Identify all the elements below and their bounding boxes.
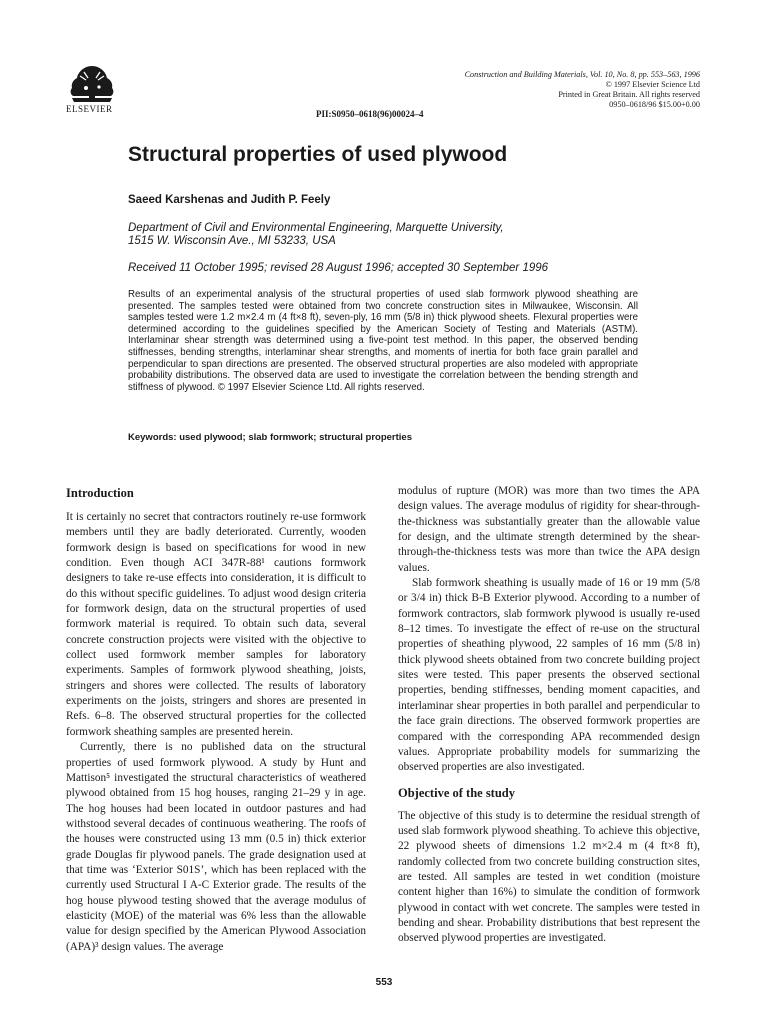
article-title: Structural properties of used plywood (128, 143, 508, 166)
received-dates: Received 11 October 1995; revised 28 August 1996; accepted 30 September 1996 (128, 262, 549, 274)
rights-line: Printed in Great Britain. All rights reserved (558, 90, 700, 99)
page-number: 553 (375, 977, 393, 988)
keywords: Keywords: used plywood; slab formwork; structural properties (128, 432, 412, 443)
elsevier-logo-icon (66, 62, 118, 104)
affiliation-line: Department of Civil and Environmental Engineering, Marquette University, (128, 222, 504, 234)
copyright-line: © 1997 Elsevier Science Ltd (605, 80, 700, 89)
abstract: Results of an experimental analysis of the structural properties of used slab formwork plywood sheathing are presented. The samples tested were obtained from two concrete construction sites in Milwaukee, Wisconsin. All samples tested were 1.2 m×2.4 m (4 ft×8 ft), seven-ply, 16 mm (5/8 in) thick plywood sheets. Flexural properties were determined according to the guidelines specified by the American Society of Testing and Materials (ASTM). Interlaminar shear strength was determined using a five-point test method. In this paper, the observed bending stiffnesses, bending strengths, interlaminar shear strengths, and moments of inertia for both face grain parallel and perpendicular to span directions are presented. The observed structural properties are also modeled with appropriate probability distributions. The observed data are used to investigate the correlation between the bending strength and stiffness of plywood. © 1997 Elsevier Science Ltd. All rights reserved. (128, 289, 638, 393)
journal-line: Construction and Building Materials, Vol. 10, No. 8, pp. 553–563, 1996 (464, 70, 700, 79)
publisher-name: ELSEVIER (66, 104, 113, 114)
paragraph: Slab formwork sheathing is usually made of 16 or 19 mm (5/8 or 3/4 in) thick B-B Exterior plywood. According to a number of formwork contractors, slab formwork plywood is usually re-used 8–12 times. To investigate the effect of re-use on the structural properties of sheathing plywood, 22 samples of 16 mm (5/8 in) thick plywood sheets obtained from two concrete building project sites were tested. This paper presents the observed sectional properties, bending stiffnesses, bending moment capacities, and interlaminar shear properties in both parallel and perpendicular to the face grain directions. The observed formwork properties are compared with the corresponding APA recommended design values. Appropriate probability models for summarizing the observed properties are also investigated. (398, 577, 700, 774)
paragraph: modulus of rupture (MOR) was more than two times the APA design values. The average modulus of rigidity for shear-through-the-thickness was substantially greater than the allowable value for design, and the ultimate strength determined by the shear-through-the-thickness tests was more than twice the APA design values. (398, 485, 700, 574)
section-heading: Objective of the study (398, 785, 515, 800)
affiliation-line: 1515 W. Wisconsin Ave., MI 53233, USA (128, 235, 336, 247)
right-column (398, 484, 700, 947)
pii: PII:S0950–0618(96)00024–4 (316, 109, 424, 119)
paragraph: It is certainly no secret that contractors routinely re-use formwork members until they are badly deteriorated. Currently, wooden formwork design is based on specifications for wood in new condition. Even though ACI 347R-88¹ cautions formwork designers to take re-use effects into consideration, it is difficult to do this without specific guidelines. To adjust wood design criteria for formwork design, data on the structural properties of used formwork material is required. To obtain such data, several concrete construction projects were visited with the objective to collect used formwork member samples for laboratory experiments. Samples of formwork plywood sheathing, joists, stringers and shores were collected. The results of laboratory experiments on the joists, stringers and shores are presented in Refs. 6–8. The observed structural properties for the collected formwork sheathing samples are presented herein. (66, 511, 366, 738)
paragraph: Currently, there is no published data on the structural properties of used formwork plywood. A study by Hunt and Mattison⁵ investigated the structural characteristics of weathered plywood obtained from 15 hog houses, ranging 21–29 y in age. The hog houses had been located in outdoor pastures and had withstood several decades of continuous weathering. The roofs of the houses were constructed using 13 mm (0.5 in) thick exterior grade Douglas fir plywood panels. The grade designation used at that time was ‘Exterior S01S’, which has been replaced with the currently used Structural I A-C Exterior grade. The results of the hog house plywood testing showed that the average modulus of elasticity (MOE) of the material was 6% less than the allowable value for design specified by the American Plywood Association (APA)³ design values. The average (66, 741, 366, 953)
left-column (66, 485, 366, 955)
issn-line: 0950–0618/96 $15.00+0.00 (609, 100, 700, 109)
authors: Saeed Karshenas and Judith P. Feely (128, 194, 331, 206)
section-heading: Introduction (66, 486, 134, 500)
paragraph: The objective of this study is to determine the residual strength of used slab formwork plywood sheathing. To achieve this objective, 22 plywood sheets of dimensions 1.2 m×2.4 m (4 ft×8 ft), randomly collected from two concrete building construction sites, are tested. All samples are tested in wet condition (moisture content higher than 16%) to simulate the condition of formwork plywood in contact with wet concrete. The samples were tested in bending and shear. Probability distributions that best represent the observed plywood properties are investigated. (398, 809, 700, 945)
affiliation (128, 222, 648, 248)
journal-citation (370, 70, 700, 110)
